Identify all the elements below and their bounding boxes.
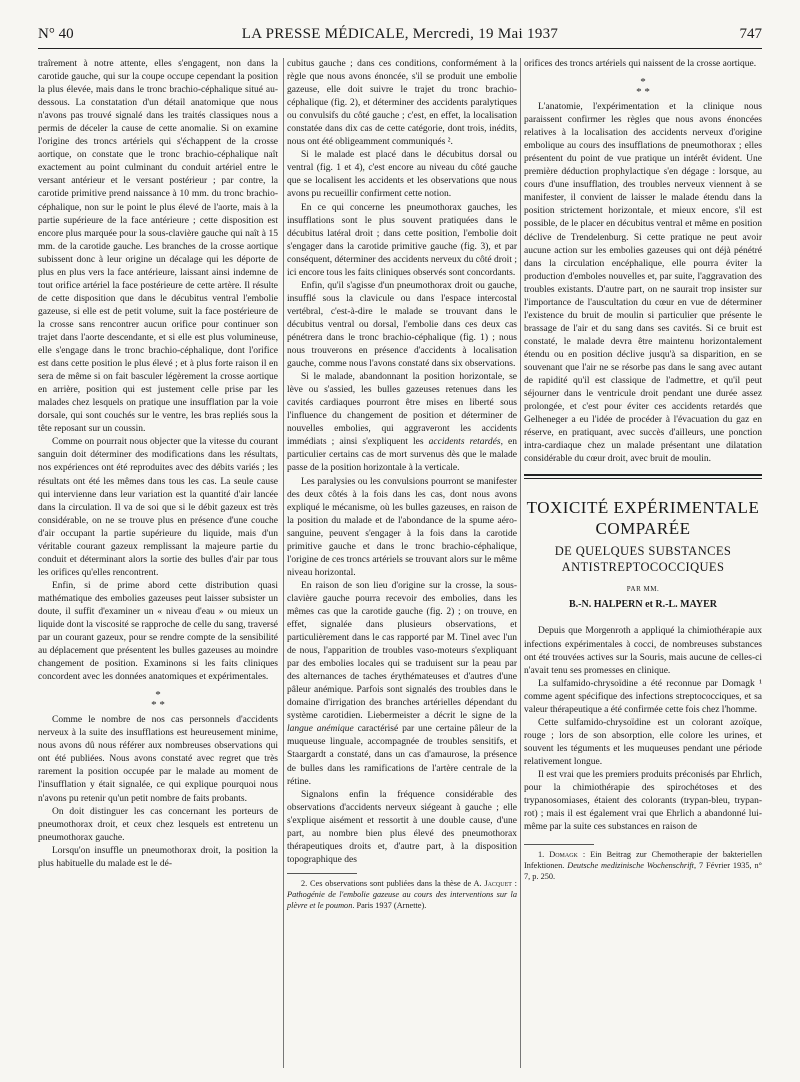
paragraph: Depuis que Morgenroth a appliqué la chimiothérapie aux infections expérimentales à cocci, de nombreuses substances ont été trouvées actives sur la Souris, mais aucune de celles-ci n'avait tenu ses promesses en clinique. [524,626,762,676]
section-break: * * * [151,689,165,712]
journal-name: LA PRESSE MÉDICALE [241,26,405,42]
text-run: 2. Ces observations sont publiées dans la thèse de A. [301,878,485,888]
text-run: En raison de son lieu d'origine sur la crosse, la sous-clavière gauche pourra recevoir des embolies, dans les mêmes cas que la carotide gauche (fig. 2) ; on trouve, en effet, signalée dans plusieurs observations, et particulièrement dans le cas rapporté par M. Tinel avec l'un de nous, l'apparition de troubles vaso-moteurs s'expliquant par des embolies locales qui se traduisent sur la peau par des alternances de taches érythémateuses et d'autres d'une pâleur anémique. Parfois sont signalés des troubles dans le domaine d'irrigation des branches artérielles dépendant du système carotidien. Liebermeister a décrit le signe de la [287,580,517,722]
paragraph: Enfin, qu'il s'agisse d'un pneumothorax droit ou gauche, insufflé sous la clavicule ou dans l'espace intercostal vertébral, c'est-à-dire le malade se trouvant dans le décubitus ventral ou dorsal, l'embolie dans ces deux cas pénétrera dans le tronc brachio-céphalique (fig. 1) ; nous nous trouverons en présence d'accidents à localisation gauche, comme nous l'avons constaté dans six observations. [287,280,517,370]
footnote [524,849,762,882]
paragraph [287,371,517,475]
paragraph: Si le malade est placé dans le décubitus dorsal ou ventral (fig. 1 et 4), c'est encore au niveau du côté gauche que se localisent les accidents et les observations que nous avons pu recueillir confirment cette notion. [287,150,517,200]
article-authors: B.-N. HALPERN et R.-L. MAYER [569,599,717,611]
text-run: 1. [538,850,550,859]
footnote [287,878,517,911]
footnote-title: Pathogénie de l'embolie gazeuse au cours des interventions sur la plèvre et le poumon [287,889,517,910]
paragraph: Comme on pourrait nous objecter que la vitesse du courant sanguin doit déterminer des modifications dans les résultats, nos expériences ont été reproduites avec des débits variés ; les résultats ont été les mêmes dans tous les cas. La seule cause qui intervienne dans leur variation est la quantité d'air lancée dans la circulation. Il va de soi que si le débit gazeux est très considérable, on ne se trouve plus en présence d'une couche d'air occupant la partie supérieure du liquide, mais d'un véritable courant gazeux remplissant la majeure partie du conduit et déterminant alors la sortie des bulles d'air par tous les orifices qu'elles rencontrent. [38,437,278,578]
paragraph: Les paralysies ou les convulsions pourront se manifester des deux côtés à la fois dans les cas, dont nous avons expliqué le mécanisme, où les bulles gazeuses, en raison de la position du malade et de l'abondance de la spume aéro-sanguine, peuvent s'engager à la fois dans la carotide primitive gauche et dans le tronc brachio-céphalique, l'origine de ces troncs artériels se trouvant alors sur le même niveau horizontal. [287,476,517,578]
paragraph: Enfin, si de prime abord cette distribution quasi mathématique des embolies gazeuses peut laisser subsister un doute, il suffit d'examiner un « niveau d'eau » ou mieux un liquide dont la viscosité se rapproche de celle du sang, traversé par un courant gazeux, pour se rendre compte de la sensibilité au déplacement que présentent les bulles gazeuses au moindre changement de position. Examinons si les faits cliniques concordent avec les données anatomiques et expérimentales. [38,580,278,683]
footnote-rule [287,873,357,874]
paragraph: Lorsqu'on insuffle un pneumothorax droit, la position la plus habituelle du malade est le dé- [38,845,278,869]
paragraph [287,580,517,789]
text-run: : [511,878,517,888]
article-title: TOXICITÉ EXPÉRIMENTALE COMPARÉE [526,498,760,539]
column-rule [283,58,284,1068]
text-run: Si le malade, abandonnant la position horizontale, se lève ou s'assied, les bulles gazeuses retenues dans les cavités cardiaques pourront être mises en liberté sous l'influence du changement de position et déterminer de nouvelles embolies, qui aggraveront les accidents immédiats ; ainsi s'expliquent les [287,372,517,448]
page-header [38,26,762,49]
paragraph: traîrement à notre attente, elles s'engagent, non dans la carotide gauche, qui sur la coupe occupe cependant la position la plus élevée, mais dans le tronc brachio-céphalique situé au-dessous. La constatation d'un détail anatomique que nous n'avons pas trouvé signalé dans les traités classiques nous a permis de déceler la cause de cette anomalie. Si on examine l'origine des troncs artériels qui s'échappent de la crosse aortique, on constate que le tronc brachio-céphalique naît exactement au point culminant du conduit artériel entre le versant antérieur et le versant postérieur ; par contre, la carotide primitive prend naissance à 10 mm. du tronc brachio-céphalique, non sur le point le plus élevé de l'aorte, mais à la partie supérieure de la face antérieure ; cette disposition est encore plus marquée pour la sous-clavière gauche qui naît à 15 mm. de la carotide gauche. Les branches de la crosse aortique subissent donc à leur origine un décalage qui les déporte de plus en plus vers la face antérieure, laissant ainsi indemne de tout orifice artériel la face postérieure de cette artère. Il résulte de cette disposition que dans le décubitus ventral l'embolie gazeuse, si elle est de petit volume, suit la face postérieure de la crosse sans rencontrer aucun orifice pour continuer son trajet dans l'aorte descendante, et si elle est plus volumineuse, elle s'engage dans le tronc brachio-céphalique, dont l'orifice est dans cette position le plus élevé ; et à plus forte raison il en sera de même si on fait basculer légèrement la crosse aortique en arrière, position qui est justement celle prise par les malades chez lesquels on pratique une insufflation par la voie dorsale, qui sont couchés sur le ventre, les bras repliés sous la tête reposant sur un coussin. [38,59,278,435]
text-run: , en particulier certains cas de mort survenus dès que le malade passe de la position horizontale à la verticale. [287,437,517,474]
column-2 [287,58,517,911]
paragraph: Il est vrai que les premiers produits préconisés par Ehrlich, pour la chimiothérapie des spirochétoses et des trypanosomiases, étaient des colorants (trypan-bleu, trypan-rot) ; mais il est également vrai que Ehrlich a abandonné lui-même par la suite ces substances en raison de [524,769,762,833]
paragraph: Comme le nombre de nos cas personnels d'accidents nerveux à la suite des insufflations est heureusement minime, nous avons dû nous référer aux nombreuses observations qui ont été publiées. Nous avons constaté avec regret que très rarement la position occupée par le malade au moment de l'insufflation y était signalée, ce qui explique pourquoi nous n'avons pu retenir qu'un petit nombre de faits probants. [38,715,278,804]
article-separator [524,474,762,479]
paragraph: L'anatomie, l'expérimentation et la clinique nous paraissent confirmer les règles que nous avons énoncées relatives à la localisation des accidents nerveux d'origine embolique au cours des insufflations de pneumothorax ; elles présentent du point de vue pratique un intérêt évident. Une première déduction prophylactique s'en dégage : lorsque, au cours d'une insufflation, des troubles nerveux viennent à se manifester, il convient de laisser le malade étendu dans la position strictement horizontale, et mieux encore, s'il est possible, de le placer en décubitus ventral et même en position déclive de Trendelenburg. Si cette pratique ne peut avoir aucune action sur les embolies gazeuses qui ont déjà pénétré dans la circulation encéphalique, elle pourra éviter la production d'emboles nouvelles et, par suite, l'aggravation des troubles existants. D'autre part, on ne saurait trop insister sur l'importance de l'auscultation du cœur en vue de déterminer l'existence du bruit de moulin si particulier que présente le brassage de l'air et du sang dans ses cavités. Si ce bruit est constaté, le malade devra être maintenu horizontalement étendu ou en position déclive jusqu'à sa disparition, en se souvenant que l'air ne se résorbe pas dans le sang avec autant de rapidité qu'il est classique de l'admettre, et qu'il peut séjourner dans le ventricule droit pendant une durée assez prolongée, et c'est pour éviter ces accidents retardés que Gelheneger a eu l'idée de procéder à l'évacuation du gaz en réserve, en pratiquant, avec succès d'ailleurs, une ponction intra-cardiaque chez un malade présentant une dilatation considérable du cœur droit, avec bruit de moulin. [524,102,762,465]
text-run: , 7 Février 1935, n° 7, p. 250. [524,861,762,881]
emphasis: accidents retardés [428,437,501,448]
page-number: 747 [739,26,762,42]
section-break: * * * [636,76,650,99]
footnote-journal: Deutsche medizinische Wochenschrift [567,861,694,870]
footnote-rule [524,844,594,845]
column-rule [520,58,521,1068]
paragraph: On doit distinguer les cas concernant les porteurs de pneumothorax droit, et ceux chez lesquels est entretenu un pneumothorax gauche. [38,806,278,843]
paragraph: cubitus gauche ; dans ces conditions, conformément à la règle que nous avons énoncée, s'il se produit une embolie gazeuse, elle doit suivre le trajet du tronc brachio-céphalique (fig. 2), et déterminer des accidents paralytiques ou convulsifs du côté gauche ; c'est, en effet, la localisation constatée dans dix cas de cette catégorie, dont trois, inédits, nous ont été obligeamment communiqués ². [287,59,517,148]
column-1 [38,58,278,871]
emphasis: langue anémique [287,724,354,735]
paragraph: La sulfamido-chrysoïdine a été reconnue par Domagk ¹ comme agent spécifique des infections streptococciques, et sa valeur thérapeutique a été confirmée cette fois chez l'homme. [524,678,762,715]
text-run: caractérisé par une certaine pâleur de la muqueuse linguale, accompagnée de troubles sensitifs, et Staargardt a constaté, dans un cas d'amaurose, la présence de bulles dans les ramifications de l'artère centrale de la rétine. [287,724,517,787]
running-title [38,26,762,43]
paragraph: orifices des troncs artériels qui naissent de la crosse aortique. [524,59,757,69]
text-run: : Ein Beitrag zur Chemotherapie der bakteriellen Infektionen. [524,850,762,870]
issue-number: N° 40 [38,26,74,42]
paragraph: En ce qui concerne les pneumothorax gauches, les insufflations sont le plus souvent pratiquées dans le décubitus latéral droit ; dans cette position, l'embolie doit s'engager dans la carotide primitive gauche (fig. 3), et par conséquent, déterminer des accidents nerveux du côté droit ; ici encore tous les faits cliniques observés sont concordants. [287,202,517,278]
text-run: . Paris 1937 (Arnette). [352,900,427,910]
footnote-author: Domagk [549,850,578,859]
column-3 [524,58,762,882]
paragraph: Cette sulfamido-chrysoïdine est un colorant azoïque, rouge ; lors de son absorption, elle colore les urines, et souvent les téguments et les muqueuses pendant une période relativement longue. [524,717,762,767]
byline-prefix: PAR MM. [626,585,660,594]
footnote-author: Jacquet [484,878,512,888]
paragraph: Signalons enfin la fréquence considérable des observations d'accidents nerveux siégeant à gauche ; elle s'explique aisément et ressortit à une double cause, d'une part, au nombre bien plus élevé des pneumothorax thérapeutiques droits et, d'autre part, à la disposition topographique des [287,789,517,865]
article-subtitle: DE QUELQUES SUBSTANCES ANTISTREPTOCOCCIQUES [554,544,732,575]
issue-date: , Mercredi, 19 Mai 1937 [404,26,559,42]
